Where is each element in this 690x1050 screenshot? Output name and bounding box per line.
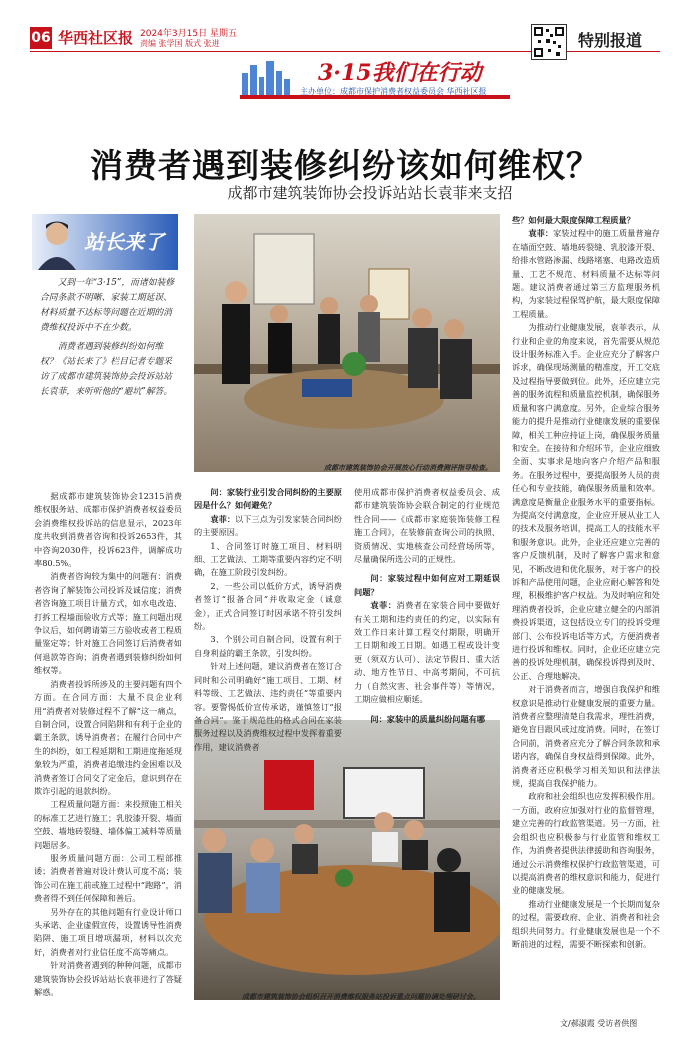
paragraph: 针对消费者遇到的种种问题，成都市建筑装饰协会投诉站站长袁菲进行了答疑解惑。 — [34, 960, 182, 998]
question: 问：家装过程中如何应对工期延误问题？ — [354, 573, 500, 597]
paragraph: 服务质量问题方面：公司工程部推诿；消费者普遍对设计费认可度不高；装饰公司在施工前或施工过程中“跑路”，消费者得不到任何保障和善后。 — [34, 852, 182, 904]
intro-paragraph: 消费者遇到装修纠纷如何维权？《站长来了》栏目记者专题采访了成都市建筑装饰协会投诉站站长袁菲，来听听他的“避坑”解答。 — [40, 342, 173, 397]
paragraph: 消费者咨询较为集中的问题有：消费者咨询了解装饰公司投诉及诚信度；消费者咨询施工项目计量方式，如水电改造、打拆工程墙面验收方式等；施工问题出现争议后，如何聘请第三方验收或者工程质量鉴定等；针对施工合同签订后消费者如何退款等咨询；消费者遇到装修纠纷如何维权等。 — [34, 571, 182, 676]
question: 问：家装中的质量纠纷问题有哪 — [370, 713, 486, 724]
column-4 — [512, 214, 660, 951]
answer — [194, 513, 342, 540]
column-badge-label: 站长来了 — [84, 230, 164, 254]
issue-date: 2024年3月15日 星期五 — [140, 29, 237, 39]
paragraph: 消费者投诉所涉及的主要问题有四个方面。在合同方面：大量不良企业利用“消费者对装修过程不了解”这一痛点，自制合同，设置合同陷阱和有利于企业的霸王条款，诱导消费者；在履行合同中产生的纠纷，如工程延期和工期进度拖延现象较为严重，消费者追缴违约金困难以及消费者签订合同交了定金后，意识到存在欺诈引起的退款纠纷。 — [34, 678, 182, 796]
paragraph: 推动行业健康发展是一个长期而复杂的过程，需要政府、企业、消费者和社会组织共同努力。行业健康发展也是一个不断前进的过程，需要不断探索和创新。 — [512, 898, 660, 949]
page-number: 06 — [30, 27, 52, 49]
paragraph: 2、一些公司以低价方式，诱导消费者签订“报备合同”并收取定金（诚意金），正式合同签订时因承诺不符引发纠纷。 — [194, 580, 342, 632]
intro — [40, 276, 180, 404]
paragraph: 3、个别公司自制合同，设置有利于自身利益的霸王条款，引发纠纷。 — [194, 634, 342, 658]
section-name: 特别报道 — [578, 31, 643, 50]
paragraph: 工程质量问题方面：来投照施工相关的标准工艺进行施工；乳胶漆开裂、墙面空鼓、墙地砖裂缝、墙体偏工减料等质量问题居多。 — [34, 799, 182, 850]
column-2 — [194, 486, 342, 754]
byline: 文/郝淑霞 受访者供图 — [560, 1019, 638, 1028]
intro-paragraph: 又到一年“3·15”，而诸如装修合同条款不明晰、家装工期延误、材料质量不达标等问题在近期的消费维权投诉中不在少数。 — [40, 278, 175, 333]
qr-code-icon — [531, 24, 567, 60]
speaker: 袁菲： — [528, 228, 554, 239]
question: 问：家装行业引发合同纠纷的主要原因是什么？如何避免？ — [194, 487, 342, 511]
answer-text: 家装过程中的施工质量普遍存在墙面空鼓、墙地砖裂缝、乳胶漆开裂、给排水管路渗漏、线路堵塞、电路改造质量、工艺不规范、材料质量不达标等问题。建议消费者通过第三方监理服务机构，为家装过程保驾护航，最大限度保障工程质量。 — [512, 228, 660, 319]
answer — [512, 227, 660, 321]
photo-meeting — [194, 720, 500, 1000]
paragraph: 据成都市建筑装饰协会12315消费维权服务站、成都市保护消费者权益委员会消费维权投诉站的信息显示，2023年度共收到消费者咨询和投诉2653件，其中咨询2030件，投诉623件，调解成功率80.5%。 — [34, 491, 182, 569]
column-3 — [354, 486, 500, 726]
photo-inspection — [194, 214, 500, 472]
paragraph: 1、合同签订时施工项目、材料明细、工艺做法、工期等重要内容约定不明确，在施工阶段引发纠纷。 — [194, 540, 342, 578]
portrait-icon — [32, 214, 82, 270]
answer-text: 以下三点为引发家装合同纠纷的主要原因。 — [194, 513, 342, 538]
issue-editors: 责编 张学国 版式 张进 — [140, 39, 220, 48]
banner-slogan: 3·15我们在行动 — [318, 60, 482, 86]
question: 些？如何最大限度保障工程质量？ — [512, 215, 635, 225]
speaker: 袁菲： — [370, 600, 397, 611]
photo1-caption: 成都市建筑装饰协会开展放心行动消费测评指导检查。 — [324, 464, 492, 472]
paragraph: 对于消费者而言，增强自我保护和维权意识是推动行业健康发展的重要力量。消费者应整理清楚自我需求，理性消费，避免盲目跟风或过度消费。同时，在签订合同前，消费者应充分了解合同条款和承诺内容，确保自身权益得到保障。此外，消费者还应积极学习相关知识和法律法规，提高自我保护能力。 — [512, 684, 660, 789]
paragraph: 政府和社会组织也应发挥积极作用。一方面，政府应加强对行业的监督管理，建立完善的行政监管渠道。另一方面，社会组织也应积极参与行业监管和维权工作，为消费者提供法律援助和咨询服务，通过公示消费维权保护行政监管渠道，可以提高消费者的维权意识和能力，促进行业的健康发展。 — [512, 791, 660, 896]
photo2-caption: 成都市建筑装饰协会组织召开消费维权服务站投诉重点问题协调处理研讨会。 — [242, 993, 480, 1001]
paragraph: 另外存在的其他问题有行业设计师口头承诺、企业虚假宣传，设置诱导性消费陷阱、施工项目增项漏项，材料以次充好，消费者对行业信任度不高等痛点。 — [34, 906, 182, 957]
paragraph: 为推动行业健康发展，袁菲表示，从行业和企业的角度来说，首先需要从规范设计服务标准入手。企业应充分了解客户诉求，确保现场测量的精准度，开工交底及过程指导要做到位。此外，还应建立完善的服务流程和质量监控机制，确保服务质量和客户满意度。另外，企业综合服务能力的提升是推动行业健康发展的重要保障，相关工种应持证上岗，确保服务质量和安全。在接待和介绍环节，企业应细致全面、实事求是地向客户介绍产品和服务。在服务过程中，要提高服务人员的责任心和专业技能，确保服务质量和效率。满意度是衡量企业服务水平的重要指标。为提高交付满意度，企业应开展从业工人的技术及服务培训，提高工人的技能水平和服务意识。此外，企业还应建立完善的客户反馈机制，及时了解客户需求和意见，不断改进和优化服务，对于客户的投诉和产品使用问题，企业应耐心解答和处理，积极维护客户权益。为及时响应和处理消费者投诉，企业应建立健全的内部消费投诉渠道，这包括设立专门的投诉受理部门、公布投诉电话等方式，方便消费者进行投诉和维权。同时，企业还应建立完善的投诉处理机制，确保投诉得到及时、公正、合理地解决。 — [512, 322, 660, 681]
answer-text: 消费者在家装合同中要做好有关工期和违约责任的约定，以实际有效工作日来计算工程交付期限，明确开工日期和竣工日期。如遇工程或设计变更（须双方认可）、法定节假日、重大活动、地方性节日、中高考期间，不可抗力（自然灾害、社会事件等）等情况，工期应做相应顺延。 — [354, 600, 500, 705]
article-subtitle: 成都市建筑装饰协会投诉站站长袁菲来支招 — [227, 184, 513, 202]
article-title: 消费者遇到装修纠纷该如何维权？ — [90, 146, 600, 185]
banner-host: 主办单位：成都市保护消费者权益委员会 华西社区报 — [300, 87, 487, 96]
answer — [354, 599, 500, 706]
column-1 — [34, 490, 182, 999]
paper-name: 华西社区报 — [58, 29, 134, 47]
paragraph: 针对上述问题，建议消费者在签订合同时和公司明确好“施工项目、工期、材料等级、工艺做法、违约责任”等重要内容。要警惕低价宣传承诺，谨慎签订“报备合同”。鉴于规范性的格式合同在家装服务过程以及消费维权过程中发挥着重要作用，建议消费者 — [194, 661, 342, 752]
paragraph: 使用成都市保护消费者权益委员会、成都市建筑装饰协会联合制定的行业规范性合同——《成都市家庭装饰装修工程施工合同》，在装修前查询公司的执照、资质情况、实地核查公司经营场所等，尽量确保所选公司的正规性。 — [354, 487, 500, 565]
speaker: 袁菲： — [210, 513, 236, 524]
